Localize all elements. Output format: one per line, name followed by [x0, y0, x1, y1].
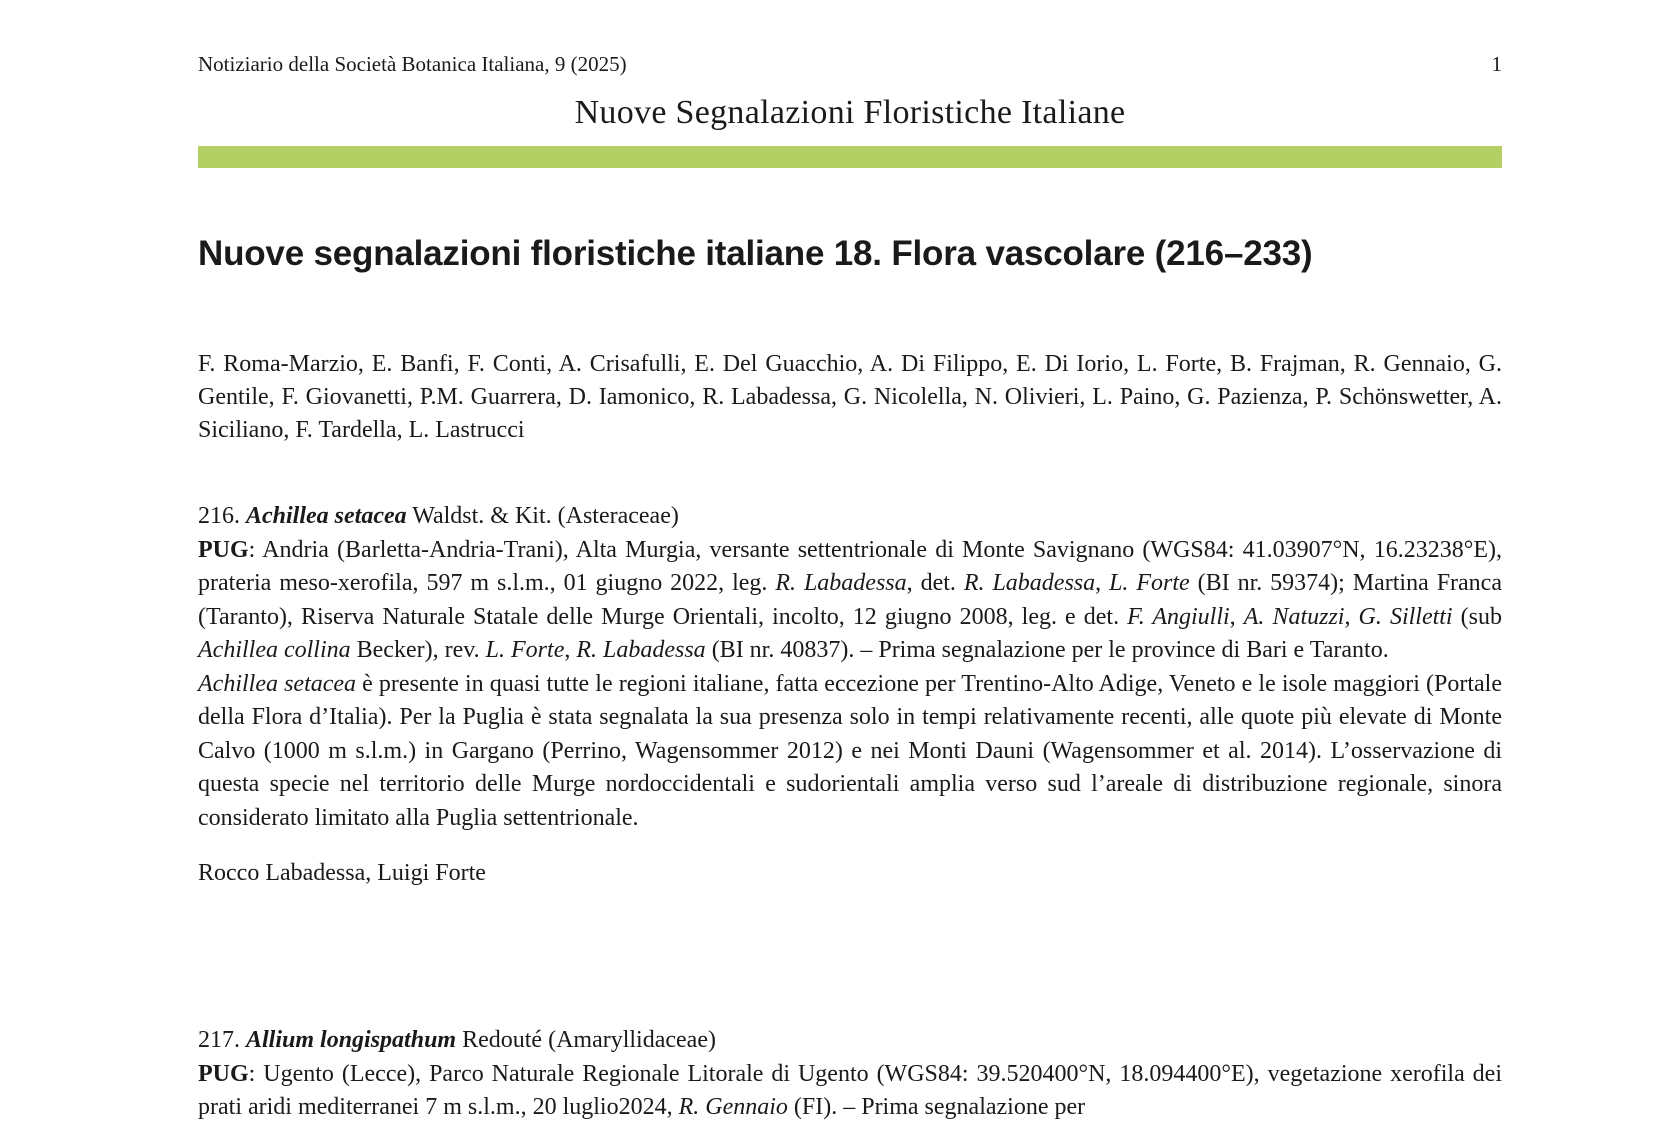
- record-text: ,: [1095, 570, 1110, 596]
- notes-text: è presente in quasi tutte le regioni italiane, fatta eccezione per Trentino-Alto Adige, Veneto e le isole maggiori (Portale della Flora d’Italia). Per la Puglia è stata segnalata la sua presenza solo in tempi relativamente recenti, alle quote più elevate di Monte Calvo (1000 m s.l.m.) in Gargano (Perrino, Wagensommer 2012) e nei Monti Dauni (Wagensommer et al. 2014). L’osservazione di questa specie nel territorio delle Murge nordoccidentali e sudorientali amplia verso sud l’areale di distribuzione regionale, sinora considerato limitato alla Puglia settentrionale.: [198, 670, 1502, 831]
- record-paragraph: [198, 1058, 1502, 1125]
- collector: A. Natuzzi: [1243, 603, 1345, 630]
- collector: R. Labadessa: [775, 570, 907, 596]
- record-text: : Andria (Barletta-Andria-Trani), Alta Murgia, versante settentrionale di Monte Savignano (WGS84: 41.03907°N, 16.23238°E), prateria meso-xerofila, 597 m s.l.m., 01 giugno 2022, leg.: [198, 536, 1502, 596]
- record-text: ,: [1344, 603, 1359, 630]
- species-name: Allium longispathum: [246, 1027, 457, 1053]
- entry-216: [198, 500, 1502, 891]
- collector: G. Silletti: [1358, 603, 1453, 630]
- record-text: ,: [1229, 603, 1244, 630]
- record-text: (FI). – Prima segnalazione per: [787, 1094, 1086, 1120]
- collector: F. Angiulli: [1127, 603, 1230, 630]
- entry-heading: [198, 1024, 1502, 1058]
- reviser: L. Forte: [485, 637, 565, 663]
- record-paragraph: [198, 534, 1502, 668]
- species-authority: Redouté (Amaryllidaceae): [462, 1027, 716, 1053]
- species-name: Achillea setacea: [246, 503, 407, 529]
- record-text: (sub: [1452, 603, 1503, 630]
- section-title: Nuove Segnalazioni Floristiche Italiane: [574, 94, 1126, 131]
- species-authority: Waldst. & Kit. (Asteraceae): [412, 503, 679, 529]
- collector: R. Gennaio: [678, 1094, 788, 1120]
- reviser: R. Labadessa: [576, 637, 706, 663]
- article-title: Nuove segnalazioni floristiche italiane 18. Flora vascolare (216–233): [198, 234, 1313, 273]
- determiner: R. Labadessa: [963, 570, 1096, 596]
- entry-heading: [198, 500, 1502, 534]
- entry-217: [198, 1024, 1502, 1125]
- page-number: 1: [1491, 52, 1502, 76]
- notes-paragraph: [198, 668, 1502, 836]
- record-text: Becker), rev.: [350, 637, 486, 663]
- record-text: (BI nr. 59374); Martina Franca (Taranto), Riserva Naturale Statale delle Murge Orientali, incolto, 12 giugno 2008, leg. e det.: [198, 570, 1502, 630]
- entry-number: 216.: [198, 503, 240, 529]
- notes-species: Achillea setacea: [198, 670, 357, 697]
- entry-number: 217.: [198, 1027, 240, 1053]
- record-text: : Ugento (Lecce), Parco Naturale Regionale Litorale di Ugento (WGS84: 39.520400°N, 18.094400°E), vegetazione xerofila dei prati aridi mediterranei 7 m s.l.m., 20 luglio2024,: [198, 1060, 1502, 1120]
- determiner: L. Forte: [1109, 570, 1190, 596]
- record-text: , det.: [906, 570, 964, 596]
- region-code: PUG: [198, 536, 249, 563]
- journal-citation: Notiziario della Società Botanica Italiana, 9 (2025): [198, 52, 627, 76]
- author-list: F. Roma-Marzio, E. Banfi, F. Conti, A. Crisafulli, E. Del Guacchio, A. Di Filippo, E. Di Iorio, L. Forte, B. Frajman, R. Gennaio, G. Gentile, F. Giovanetti, P.M. Guarrera, D. Iamonico, R. Labadessa, G. Nicolella, N. Olivieri, L. Paino, G. Pazienza, P. Schönswetter, A. Siciliano, F. Tardella, L. Lastrucci: [198, 351, 1502, 443]
- region-code: PUG: [198, 1060, 249, 1087]
- entry-signature: Rocco Labadessa, Luigi Forte: [198, 860, 486, 886]
- synonym-species: Achillea collina: [198, 637, 351, 663]
- record-text: ,: [564, 637, 577, 663]
- record-text: (BI nr. 40837). – Prima segnalazione per le province di Bari e Taranto.: [705, 637, 1389, 663]
- running-head: [198, 52, 1502, 77]
- section-divider-bar: [198, 146, 1502, 168]
